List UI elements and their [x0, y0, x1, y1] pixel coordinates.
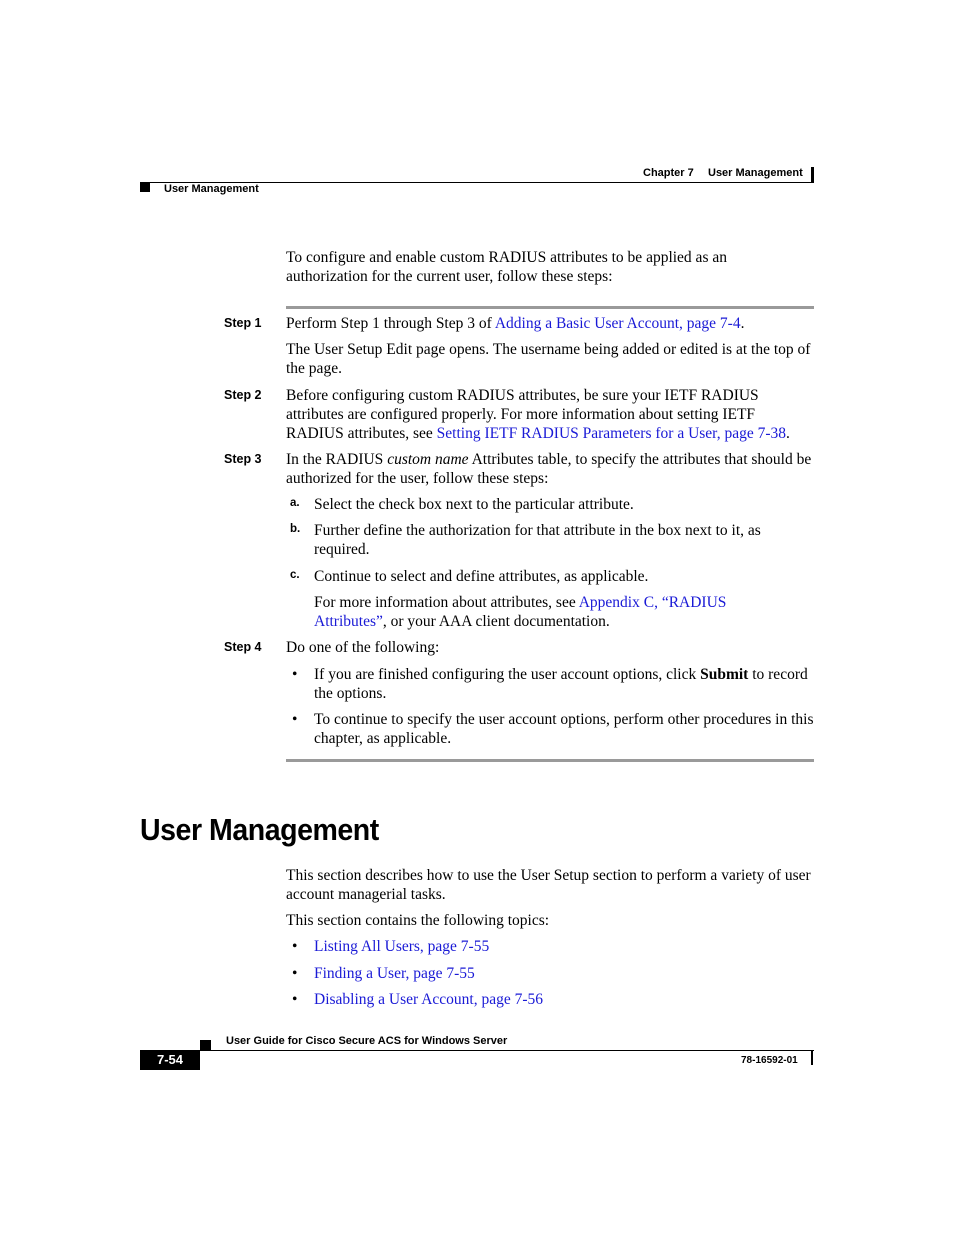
topic-link-listing-users[interactable]: Listing All Users, page 7-55: [314, 938, 490, 955]
header-chapter-title: User Management: [708, 167, 803, 179]
procedure-top-rule: [286, 306, 814, 309]
footer-doc-number: 78-16592-01: [741, 1055, 798, 1066]
bullet-marker: •: [292, 991, 298, 1008]
step-1-text: Perform Step 1 through Step 3 of Adding a Basic User Account, page 7-4.: [286, 315, 745, 332]
footer-square-marker: [200, 1040, 211, 1050]
topic-link-disabling-account[interactable]: Disabling a User Account, page 7-56: [314, 991, 543, 1008]
step-4-label: Step 4: [224, 640, 262, 654]
step-2-link[interactable]: Setting IETF RADIUS Parameters for a User, page 7-38: [436, 425, 787, 442]
step-4-text: Do one of the following:: [286, 639, 440, 656]
header-section-marker: User Management: [164, 183, 259, 195]
step-2-label: Step 2: [224, 388, 262, 402]
substep-b-text: Further define the authorization for that attribute in the box next to it, as required.: [314, 522, 761, 558]
step-3-more-info: For more information about attributes, see Appendix C, “RADIUS Attributes”, or your AAA client documentation.: [314, 594, 727, 630]
step-1-label: Step 1: [224, 316, 262, 330]
substep-b-label: b.: [290, 523, 301, 535]
step-4-option-submit: If you are finished configuring the user account options, click Submit to record the options.: [314, 666, 808, 702]
bullet-marker: •: [292, 938, 298, 955]
footer-rule: [140, 1050, 814, 1051]
substep-a-text: Select the check box next to the particular attribute.: [314, 496, 634, 513]
substep-c-label: c.: [290, 569, 300, 581]
step-2-text: Before configuring custom RADIUS attributes, be sure your IETF RADIUS attributes are configured properly. For more information about setting IETF RADIUS attributes, see Setting IETF RADIUS Parameters for a User, page 7-38.: [286, 387, 790, 442]
footer-page-number: 7-54: [156, 1052, 184, 1067]
step-4-option-continue: To continue to specify the user account options, perform other procedures in this chapter, as applicable.: [314, 711, 814, 747]
step-1-note: The User Setup Edit page opens. The username being added or edited is at the top of the page.: [286, 341, 811, 377]
step-3-label: Step 3: [224, 452, 262, 466]
intro-paragraph: To configure and enable custom RADIUS attributes to be applied as an authorization for the current user, follow these steps:: [286, 249, 727, 285]
bullet-marker: •: [292, 666, 298, 683]
procedure-bottom-rule: [286, 759, 814, 762]
section-heading: User Management: [140, 812, 379, 847]
footer-guide-title: User Guide for Cisco Secure ACS for Windows Server: [226, 1035, 508, 1047]
substep-c-text: Continue to select and define attributes, as applicable.: [314, 568, 649, 585]
bullet-marker: •: [292, 965, 298, 982]
header-right-bar: [811, 167, 814, 183]
header-square-marker: [140, 183, 150, 192]
step-1-link[interactable]: Adding a Basic User Account, page 7-4: [494, 315, 741, 332]
topic-link-finding-user[interactable]: Finding a User, page 7-55: [314, 965, 475, 982]
substep-a-label: a.: [290, 497, 300, 509]
bullet-marker: •: [292, 711, 298, 728]
section-paragraph-2: This section contains the following topics:: [286, 912, 550, 929]
appendix-c-link[interactable]: Appendix C, “RADIUS Attributes”: [314, 594, 727, 630]
step-3-text: In the RADIUS custom name Attributes table, to specify the attributes that should be authorized for the user, follow these steps:: [286, 451, 812, 487]
header-chapter: Chapter 7: [643, 167, 694, 179]
section-paragraph-1: This section describes how to use the User Setup section to perform a variety of user account managerial tasks.: [286, 867, 811, 903]
footer-right-bar: [811, 1051, 813, 1065]
